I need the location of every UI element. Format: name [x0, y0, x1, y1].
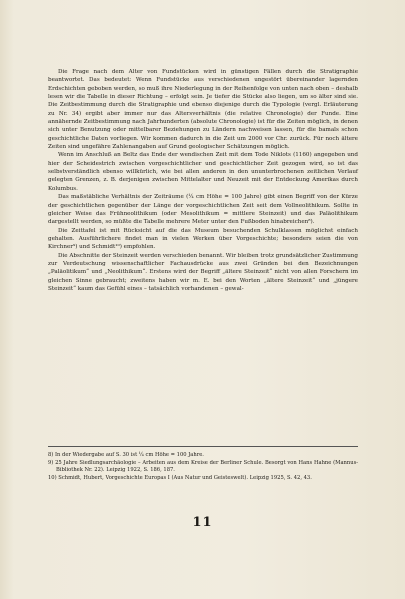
footnote-8: 8) In der Wiedergabe auf S. 30 ist ¼ cm Höhe = 100 Jahre. [48, 452, 204, 458]
footnote-divider [48, 446, 358, 447]
footnotes [48, 452, 358, 482]
body-text [48, 68, 358, 293]
footnote-9: 9) 25 Jahre Siedlungsarchäologie – Arbeiten aus dem Kreise der Berliner Schule. Besorgt von Hans Hahne (Mannus-Bibliothek Nr. 22). Leipzig 1922, S. 186, 187. [48, 459, 358, 474]
page-number: 11 [192, 515, 213, 530]
footnote-10: 10) Schmidt, Hubert, Vorgeschichte Europas I (Aus Natur und Geisteswelt). Leipzig 1925, S. 42, 43. [48, 474, 312, 481]
paragraph-wendish-period: Wenn im Anschluß an Beltz das Ende der wendischen Zeit mit dem Tode Niklots (1160) angegeben und hier der Scheidestrich zwischen vorgeschichtlicher und geschichtlicher Zeit gezogen wird, so ist das selbstverständlich ebenso willkürlich, wie bei allen anderen in den ununterbrochenen zeitlichen Verlauf gelegten Grenzen, z. B. derjenigen zwischen Mittelalter und Neuzeit mit der Entdeckung Amerikas durch Kolumbus. [48, 152, 358, 192]
paragraph-scale: Das maßstäbliche Verhältnis der Zeiträume (¼ cm Höhe = 100 Jahre) gibt einen Begriff von der Kürze der geschichtlichen gegenüber der Länge der vorgeschichtlichen Zeit seit dem Vollneolithikum. Sollte in gleicher Weise das Frühneolithikum (oder Mesolithikum = mittlere Steinzeit) und das Paläolithikum dargestellt werden, so müßte die Tabelle mehrere Meter unter den Fußboden hinabreichen⁸). [48, 194, 358, 226]
paragraph-stone-age: Die Abschnitte der Steinzeit werden verschieden benannt. Wir bleiben trotz grundsätzlicher Zustimmung zur Verdeutschung wissenschaftlicher Fachausdrücke aus zwei Gründen bei den Bezeichnungen „Paläolitikum“ und „Neolithikum“. Erstens wird der Begriff „ältere Steinzeit“ nicht von allen Forschern im gleichen Sinne gebraucht; zweitens haben wir m. E. bei den Worten „ältere Steinzeit“ und „jüngere Steinzeit“ kaum das Gefühl eines – tatsächlich vorhandenen – gewal- [48, 252, 358, 292]
paragraph-timetable: Die Zeittafel ist mit Rücksicht auf die das Museum besuchenden Schulklassen möglichst einfach gehalten. Ausführlichere findet man in vielen Werken über Vorgeschichte; besonders seien die von Kirchner⁹) und Schmidt¹⁰) empfohlen. [48, 227, 358, 251]
paragraph-stratigraphy: Die Frage nach dem Alter von Fundstücken wird in günstigen Fällen durch die Stratigraphie beantwortet. Das bedeutet: Wenn Fundstücke aus verschiedenen ungestört übereinander lagernden Erdschichten geboben werden, so muß ihre Niederlegung in der Reihenfolge von unten nach oben – deshalb lesen wir die Tabelle in dieser Richtung – erfolgt sein. Je tiefer die Stücke also liegen, um so älter sind sie. Die Zeitbestimmung durch die Stratigraphie und ebenso diejenige durch die Typologie (vergl. Erläuterung zu Nr. 34) ergibt aber immer nur das Altersverhältnis (die relative Chronologie) der Funde. Eine annähernde Zeitbestimmung nach Jahrhunderten (absolute Chronologie) ist für die Zeiten möglich, in denen sich unter Benutzung oder mittelbarer Beziehungen zu Ländern nachweisen lassen, für die bamals schon geschichtliche Daten vorliegen. Wir kommen dadurch in die Zeit um 2000 vor Chr. zurück. Für noch ältere Zeiten sind ungefähre Zahlenangaben auf Grund geologischer Schätzungen möglich. [48, 69, 358, 151]
